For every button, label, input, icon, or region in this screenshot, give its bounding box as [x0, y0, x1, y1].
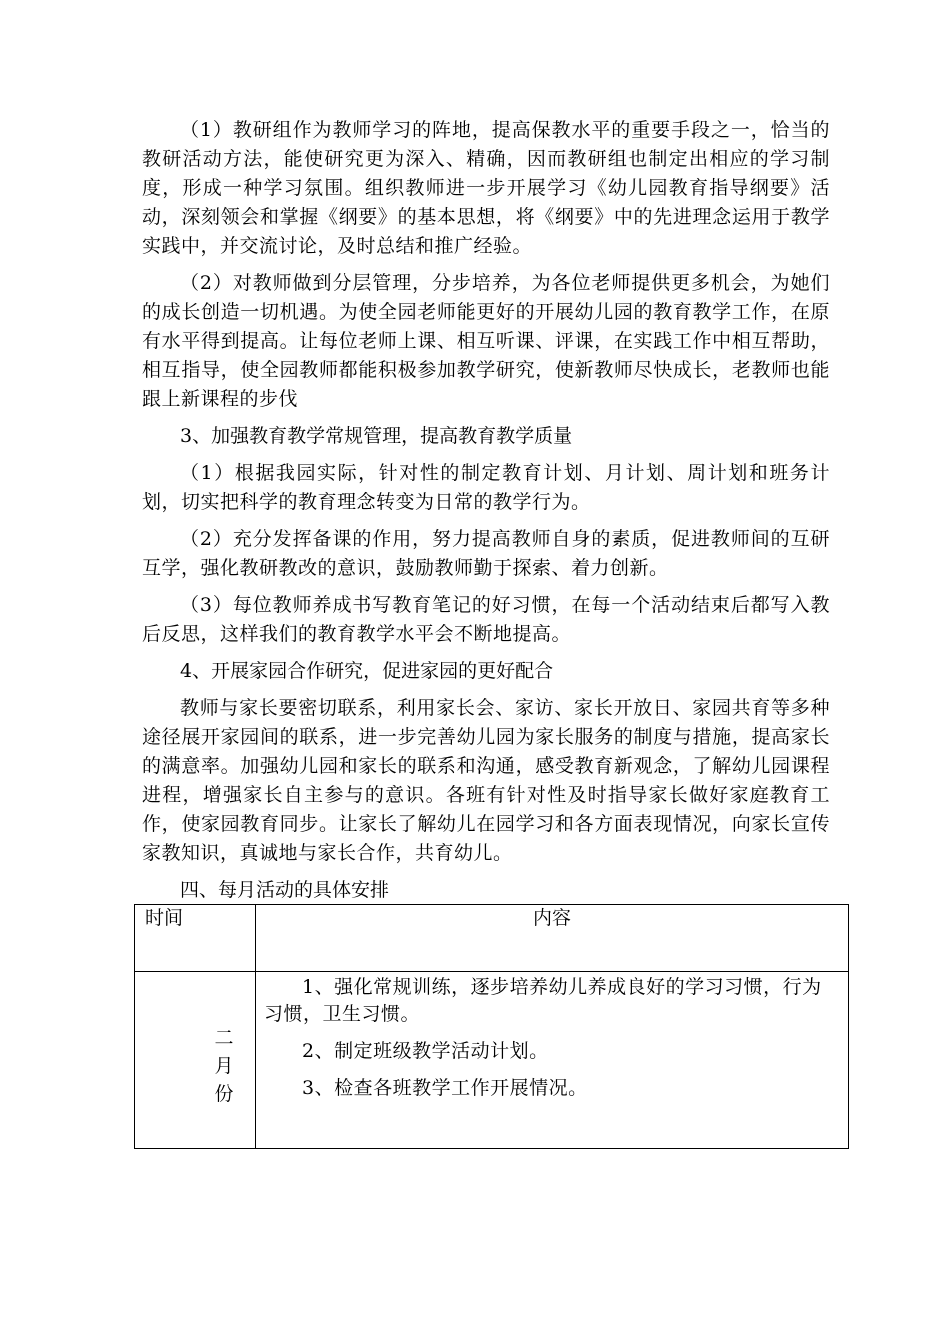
list-item: 2、制定班级教学活动计划。	[302, 1040, 549, 1062]
paragraph-teaching-research-group: （1）教研组作为教师学习的阵地，提高保教水平的重要手段之一，恰当的教研活动方法，能使研究更为深入、精确，因而教研组也制定出相应的学习制度，形成一种学习氛围。组织教师进一步开展学习《幼儿园教育指导纲要》活动，深刻领会和掌握《纲要》的基本思想，将《纲要》中的先进理念运用于教学实践中，并交流讨论，及时总结和推广经验。	[142, 119, 830, 257]
month-label	[213, 1024, 235, 1108]
list-item: 1、强化常规训练，逐步培养幼儿养成良好的学习习惯，行为习惯，卫生习惯。	[264, 976, 822, 1025]
month-char: 份	[214, 1083, 234, 1105]
paragraph-lesson-prep: （2）充分发挥备课的作用，努力提高教师自身的素质，促进教师间的互研互学，强化教研教改的意识，鼓励教师勤于探索、着力创新。	[142, 528, 830, 579]
header-time-cell: 时间	[135, 905, 256, 972]
list-item: 3、检查各班教学工作开展情况。	[302, 1077, 588, 1099]
section-heading-4: 4、开展家园合作研究，促进家园的更好配合	[180, 660, 554, 682]
table-header-row	[135, 905, 849, 972]
paragraph-home-school: 教师与家长要密切联系，利用家长会、家访、家长开放日、家园共育等多种途径展开家园间的联系，进一步完善幼儿园为家长服务的制度与措施，提高家长的满意率。加强幼儿园和家长的联系和沟通，感受教育新观念，了解幼儿园课程进程，增强家长自主参与的意识。各班有针对性及时指导家长做好家庭教育工作，使家园教育同步。让家长了解幼儿在园学习和各方面表现情况，向家长宣传家教知识，真诚地与家长合作，共育幼儿。	[142, 697, 830, 864]
month-char: 二	[214, 1027, 234, 1049]
monthly-schedule-table	[134, 904, 849, 1149]
header-content-cell: 内容	[256, 905, 849, 972]
paragraph-plans: （1）根据我园实际，针对性的制定教育计划、月计划、周计划和班务计划，切实把科学的教育理念转变为日常的教学行为。	[142, 462, 830, 513]
paragraph-education-notes: （3）每位教师养成书写教育笔记的好习惯，在每一个活动结束后都写入教后反思，这样我们的教育教学水平会不断地提高。	[142, 594, 830, 645]
month-char: 月	[214, 1055, 234, 1077]
section-heading-3: 3、加强教育教学常规管理，提高教育教学质量	[180, 425, 573, 447]
document-body	[142, 116, 830, 913]
paragraph-layered-management: （2）对教师做到分层管理，分步培养，为各位老师提供更多机会，为她们的成长创造一切机遇。为使全园老师能更好的开展幼儿园的教育教学工作，在原有水平得到提高。让每位老师上课、相互听课、评课，在实践工作中相互帮助，相互指导，使全园教师都能积极参加教学研究，使新教师尽快成长，老教师也能跟上新课程的步伐	[142, 272, 830, 410]
activity-list	[256, 972, 848, 1102]
section-heading-monthly-schedule: 四、每月活动的具体安排	[180, 879, 390, 901]
table-row	[135, 972, 849, 1149]
content-cell	[256, 972, 849, 1149]
month-cell	[135, 972, 256, 1149]
